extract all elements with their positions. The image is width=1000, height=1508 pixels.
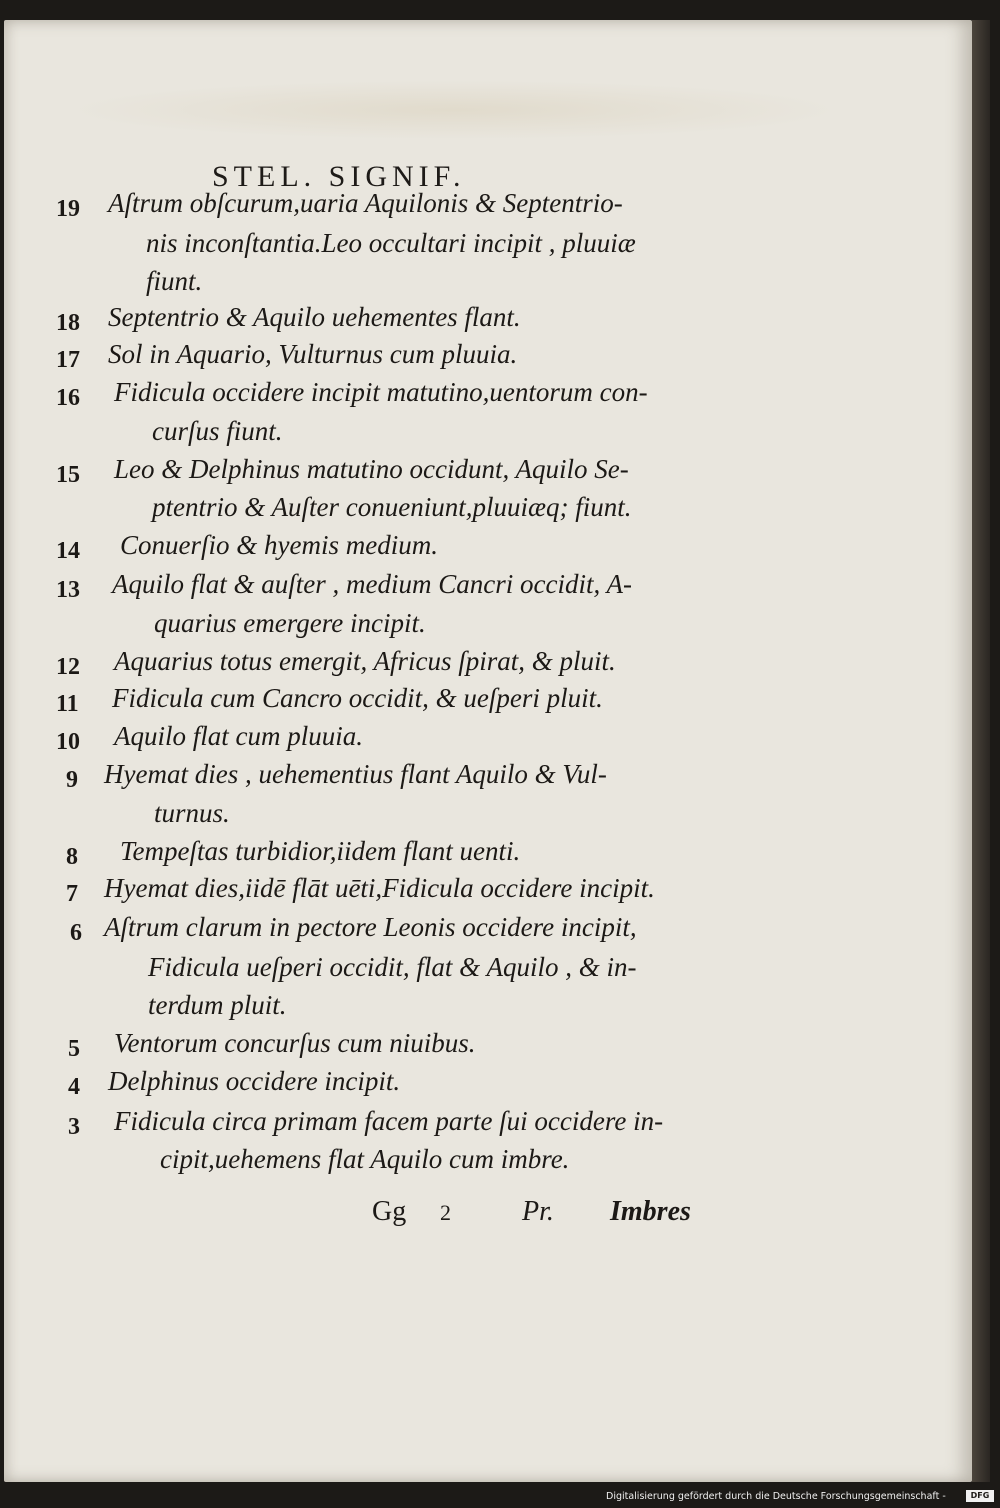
entry-number: 9 (66, 767, 78, 793)
entry-line: Ventorum concurſus cum niuibus. (114, 1028, 476, 1058)
entry-line: Fidicula ueſperi occidit, flat & Aquilo , & in- (148, 952, 637, 982)
entry-line: Sol in Aquario, Vulturnus cum pluuia. (108, 339, 518, 369)
entry-number: 15 (56, 462, 80, 488)
entry-number: 14 (56, 538, 80, 564)
entry-line: Aquilo flat cum pluuia. (114, 721, 363, 751)
entry-number: 13 (56, 577, 80, 603)
entry-number: 18 (56, 310, 80, 336)
entry-line: Aquilo flat & auſter , medium Cancri occidit, A- (112, 569, 632, 599)
entry-line: turnus. (154, 798, 230, 828)
entry-line: nis inconſtantia.Leo occultari incipit , pluuiæ (146, 228, 636, 258)
entry-line: Leo & Delphinus matutino occidunt, Aquilo Se- (114, 454, 629, 484)
entry-number: 17 (56, 347, 80, 373)
entry-line: Aquarius totus emergit, Africus ſpirat, & pluit. (114, 646, 616, 676)
entry-number: 4 (68, 1074, 80, 1100)
entry-line: Aſtrum obſcurum,uaria Aquilonis & Septentrio- (108, 188, 623, 218)
entry-line: quarius emergere incipit. (154, 608, 426, 638)
page-header: STEL. SIGNIF. (212, 160, 466, 193)
entry-line: Fidicula occidere incipit matutino,uentorum con- (114, 377, 648, 407)
signature-mark: Gg (372, 1196, 407, 1227)
entry-number: 6 (70, 920, 82, 946)
book-edge (972, 20, 990, 1482)
entry-number: 7 (66, 881, 78, 907)
entry-line: Septentrio & Aquilo uehementes flant. (108, 302, 521, 332)
entry-number: 19 (56, 196, 80, 222)
entry-line: Delphinus occidere incipit. (108, 1066, 401, 1096)
entry-line: curſus fiunt. (152, 416, 283, 446)
book-page (4, 20, 972, 1482)
water-stain (64, 80, 844, 140)
entry-number: 3 (68, 1114, 80, 1140)
entry-line: Hyemat dies , uehementius flant Aquilo & Vul- (104, 759, 607, 789)
entry-line: terdum pluit. (148, 990, 287, 1020)
signature-number: 2 (440, 1200, 451, 1225)
entry-number: 16 (56, 385, 80, 411)
entry-line: Tempeſtas turbidior,iidem flant uenti. (120, 836, 521, 866)
entry-number: 11 (56, 691, 79, 717)
entry-number: 5 (68, 1036, 80, 1062)
entry-line: Fidicula cum Cancro occidit, & ueſperi pluit. (112, 683, 603, 713)
entry-number: 10 (56, 729, 80, 755)
catchword: Imbres (610, 1196, 691, 1227)
entry-line: Aſtrum clarum in pectore Leonis occidere incipit, (104, 912, 637, 942)
entry-number: 8 (66, 844, 78, 870)
catchword-prefix: Pr. (522, 1196, 554, 1227)
entry-line: Hyemat dies,iidē flāt uēti,Fidicula occidere incipit. (104, 873, 655, 903)
digitization-credit: Digitalisierung gefördert durch die Deutsche Forschungsgemeinschaft - (606, 1491, 946, 1502)
entry-line: fiunt. (146, 266, 203, 296)
entry-line: Conuerſio & hyemis medium. (120, 530, 438, 560)
entry-number: 12 (56, 654, 80, 680)
dfg-logo: DFG (966, 1490, 994, 1502)
entry-line: Fidicula circa primam facem parte ſui occidere in- (114, 1106, 664, 1136)
entry-line: cipit,uehemens flat Aquilo cum imbre. (160, 1144, 570, 1174)
entry-line: ptentrio & Auſter conueniunt,pluuiæq; fiunt. (152, 492, 632, 522)
